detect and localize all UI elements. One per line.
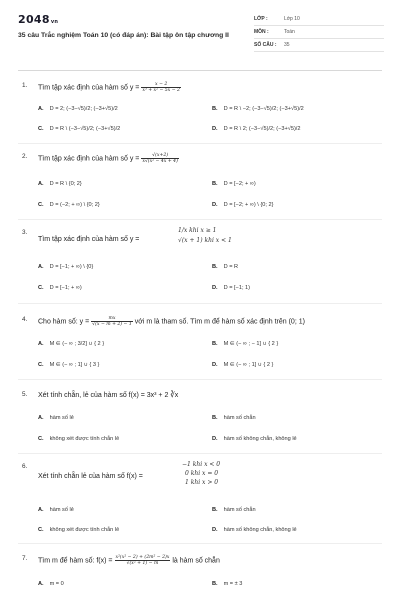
question-text: Xét tính chẵn lẻ của hàm số f(x) = [38, 473, 143, 480]
question-text: Cho hàm số: y = $\frac{mx}{√(x - m + 2) - 1}$ với m là tham số. Tìm m để hàm số xác định trên (0; 1) [38, 316, 305, 327]
option-a[interactable]: A. hàm số lẻ [38, 415, 74, 421]
question-number: 2. [22, 153, 28, 160]
piecewise-case: √(x + 1) khi x < 1 [178, 237, 232, 244]
option-c[interactable]: C. không xét được tính chẵn lẻ [38, 527, 120, 533]
option-a[interactable]: A. D = R \ {0; 2} [38, 181, 82, 187]
option-d[interactable]: D. D = [−1; 1) [212, 285, 251, 291]
piecewise-case: 1/x khi x ≥ 1 [178, 227, 217, 234]
quiz-title: 35 câu Trắc nghiệm Toán 10 (có đáp án): Bài tập ôn tập chương II [18, 32, 229, 39]
formula-fraction: $\frac{\text{x²(x² − 2) + (2m² − 2)x}}{\text{√(x² + 1) − m}}$ [115, 555, 170, 566]
option-d[interactable]: D. hàm số không chẵn, không lẻ [212, 527, 297, 533]
question-text: Tìm tập xác định của hàm số y = $\frac{x - 2}{\text{x³ + x² − 5x − 2}}$ [38, 82, 180, 93]
option-b[interactable]: B. m = ± 3 [212, 581, 243, 587]
piecewise-case: 1 khi x > 0 [185, 479, 219, 486]
question-number: 4. [22, 316, 28, 323]
question-separator [18, 379, 382, 380]
question-number: 5. [22, 391, 28, 398]
option-b[interactable]: B. hàm số chẵn [212, 415, 256, 421]
question-text: Tìm tập xác định của hàm số y = $\frac{√(x+2)}{\text{x√(x² − 4x + 4)}}$ [38, 153, 178, 164]
meta-subject: MÔN : Toán [254, 27, 384, 39]
question-separator [18, 219, 382, 220]
option-b[interactable]: B. D = R [212, 264, 239, 270]
option-b[interactable]: B. M ∈ (− ∞ ; − 1] ∪ { 2 } [212, 341, 279, 347]
header-divider [18, 70, 382, 71]
site-logo[interactable]: 2048vn [18, 13, 59, 26]
option-c[interactable]: C. không xét được tính chẵn lẻ [38, 436, 120, 442]
option-c[interactable]: C. M ∈ (− ∞ ; 1] ∪ { 3 } [38, 362, 100, 368]
piecewise-case: −1 khi x < 0 [182, 461, 221, 468]
question-separator [18, 143, 382, 144]
question-number: 6. [22, 463, 28, 470]
option-b[interactable]: B. D = R \ −2; (−3−√5)/2; (−3+√5)/2 [212, 106, 304, 112]
meta-class: LỚP : Lớp 10 [254, 14, 384, 26]
option-c[interactable]: C. D = [−1; + ∞) [38, 285, 82, 291]
question-text: Xét tính chẵn, lẻ của hàm số f(x) = 3x³ + 2 ∛x [38, 392, 179, 399]
option-a[interactable]: A. hàm số lẻ [38, 507, 74, 513]
question-number: 7. [22, 555, 28, 562]
formula-fraction: $\frac{√(x+2)}{\text{x√(x² − 4x + 4)}}$ [142, 153, 178, 164]
question-separator [18, 543, 382, 544]
option-c[interactable]: C. D = R \ (−3−√5)/2; (−3+√5)/2 [38, 126, 121, 132]
question-number: 3. [22, 229, 28, 236]
quiz-header [0, 0, 400, 66]
option-a[interactable]: A. m = 0 [38, 581, 64, 587]
question-separator [18, 453, 382, 454]
meta-count: SỐ CÂU : 35 [254, 40, 384, 52]
piecewise-case: 0 khi x = 0 [185, 470, 219, 477]
formula-fraction: $\frac{x - 2}{\text{x³ + x² − 5x − 2}}$ [142, 82, 180, 93]
option-b[interactable]: B. hàm số chẵn [212, 507, 256, 513]
formula-fraction: $\frac{mx}{√(x - m + 2) - 1}$ [92, 316, 132, 327]
option-c[interactable]: C. D = (−2; + ∞) \ {0; 2} [38, 202, 100, 208]
option-a[interactable]: A. D = [−1; + ∞) \ {0} [38, 264, 94, 270]
option-d[interactable]: D. M ∈ (− ∞ ; 1] ∪ { 2 } [212, 362, 274, 368]
option-a[interactable]: A. D = 2; (−3−√5)/2; (−3+√5)/2 [38, 106, 118, 112]
option-d[interactable]: D. D = R \ 2; (−3−√5)/2; (−3+√5)/2 [212, 126, 301, 132]
question-number: 1. [22, 82, 28, 89]
question-separator [18, 303, 382, 304]
quiz-meta [254, 14, 384, 53]
question-text: Tìm m để hàm số: f(x) = $\frac{\text{x²(x² − 2) + (2m² − 2)x}}{\text{√(x² + 1) − m}}$ là hàm số chẵn [38, 555, 220, 566]
option-a[interactable]: A. M ∈ (− ∞ ; 3/2] ∪ { 2 } [38, 341, 105, 347]
option-b[interactable]: B. D = [−2; + ∞) [212, 181, 256, 187]
option-d[interactable]: D. hàm số không chẵn, không lẻ [212, 436, 297, 442]
question-text: Tìm tập xác định của hàm số y = [38, 236, 140, 243]
option-d[interactable]: D. D = [−2; + ∞) \ {0; 2} [212, 202, 274, 208]
